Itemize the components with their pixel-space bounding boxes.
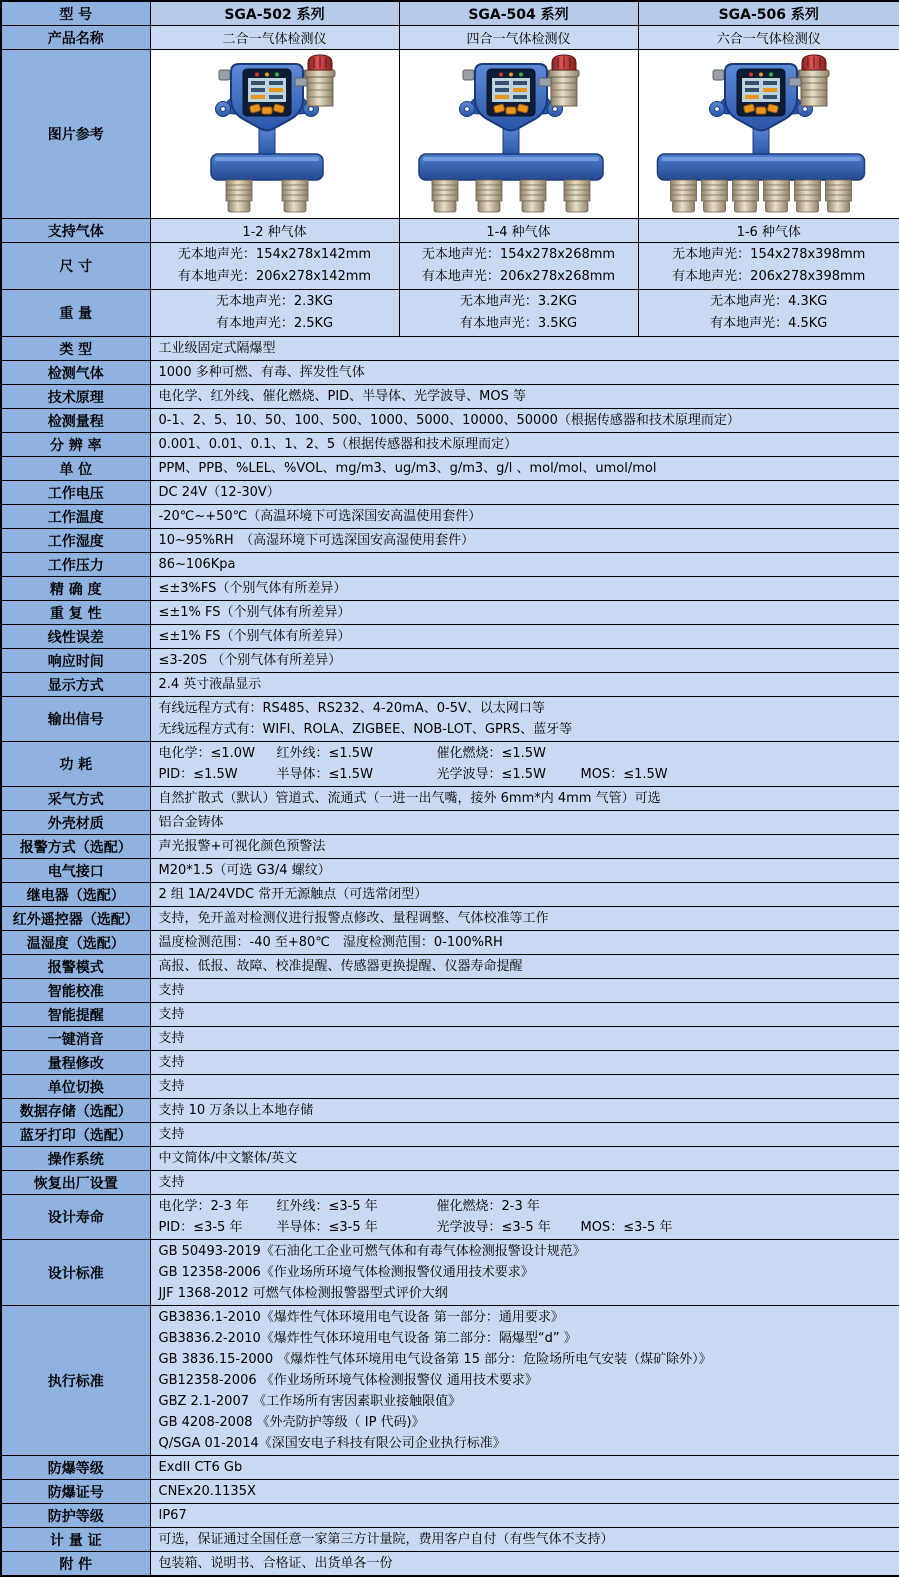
spec-line: 有本地声光：206x278x142mm [177,269,372,284]
row-spec [1,601,899,625]
product-image-cell [399,50,638,219]
spec-value [150,1528,899,1552]
spec-value [150,529,899,553]
gas-sensor-icon [432,180,458,212]
sensor-manifold [419,154,603,180]
row-spec [1,649,899,673]
spec-line: 支持 [158,1127,185,1142]
row-spec [1,505,899,529]
spec-line: 有本地声光：2.5KG [215,316,334,331]
row-label: 分 辨 率 [1,433,150,457]
spec-line: 无本地声光：154x278x142mm [177,247,372,262]
row-label: 蓝牙打印（选配） [1,1123,150,1147]
row-spec [1,979,899,1003]
spec-value [638,290,899,337]
row-spec [1,337,899,361]
spec-value [150,697,899,742]
row-label: 红外遥控器（选配） [1,907,150,931]
row-label: 继电器（选配） [1,883,150,907]
spec-line [159,764,894,785]
spec-line: 无本地声光：4.3KG [710,294,828,309]
spec-value [150,625,899,649]
gas-sensor-icon [226,180,252,212]
row-label: 电气接口 [1,859,150,883]
spec-segment: PID：≤3-5 年 [158,1220,243,1235]
spec-segment: 半导体：≤3-5 年 [276,1220,378,1235]
spec-line: 无本地声光：154x278x268mm [421,247,616,262]
spec-line: 支持 [158,1055,185,1070]
spec-segment: 光学波导：≤3-5 年 [436,1220,551,1235]
row-label: 防护等级 [1,1504,150,1528]
spec-value [150,385,899,409]
row-spec [1,883,899,907]
product-name-value: 四合一气体检测仪 [399,26,638,50]
spec-line: 支持 [158,983,185,998]
row-label: 支持气体 [1,219,150,243]
spec-line: IP67 [158,1508,187,1523]
spec-value [150,457,899,481]
row-label: 操作系统 [1,1147,150,1171]
spec-line: 支持 [158,1007,185,1022]
spec-value [150,742,899,787]
spec-line: CNEx20.1135X [158,1484,256,1499]
row-label: 采气方式 [1,787,150,811]
spec-line: GB3836.1-2010《爆炸性气体环境用电气设备 第一部分：通用要求》 [158,1310,564,1325]
spec-line: ExdII CT6 Gb [158,1460,243,1475]
row-spec [1,1051,899,1075]
row-spec [1,1171,899,1195]
spec-value [150,1003,899,1027]
spec-line: 包装箱、说明书、合格证、出货单各一份 [158,1556,393,1571]
sensor-manifold [658,154,865,180]
spec-line: 可选，保证通过全国任意一家第三方计量院，费用客户自付（有些气体不支持） [158,1532,614,1547]
row-label: 技术原理 [1,385,150,409]
spec-line: 无本地声光：154x278x398mm [672,247,866,262]
row-label: 智能校准 [1,979,150,1003]
row-label: 线性误差 [1,625,150,649]
row-spec [1,361,899,385]
row-label: 工作压力 [1,553,150,577]
spec-value [150,883,899,907]
row-label: 显示方式 [1,673,150,697]
row-dimensions [1,243,899,290]
row-spec [1,1480,899,1504]
spec-value [150,290,399,337]
row-label: 检测量程 [1,409,150,433]
spec-line [159,1196,894,1217]
row-spec [1,433,899,457]
spec-line: GB12358-2006 《作业场所环境气体检测报警仪 通用技术要求》 [158,1373,538,1388]
row-spec [1,457,899,481]
spec-line: 有线远程方式有：RS485、RS232、4-20mA、0-5V、以太网口等 [158,701,545,716]
spec-value [150,649,899,673]
spec-value [150,243,399,290]
row-spec [1,907,899,931]
spec-value [150,1195,899,1240]
spec-value [150,907,899,931]
gas-sensor-icon [671,180,697,212]
row-label: 外壳材质 [1,811,150,835]
support-gas-value: 1-6 种气体 [638,219,899,243]
spec-value [150,1171,899,1195]
spec-value [150,409,899,433]
gas-sensor-icon [733,180,759,212]
spec-value [150,1504,899,1528]
row-spec [1,577,899,601]
row-spec [1,553,899,577]
row-spec [1,859,899,883]
lcd-screen [487,69,535,116]
row-spec [1,835,899,859]
spec-value [150,787,899,811]
spec-value [150,1552,899,1577]
gas-sensor-icon [795,180,821,212]
spec-segment: 红外线：≤3-5 年 [276,1199,378,1214]
spec-value [150,1075,899,1099]
row-label: 防爆证号 [1,1480,150,1504]
series-header: SGA-502 系列 [150,1,399,26]
spec-line: -20℃~+50℃（高温环境下可选深国安高温使用套件） [158,509,482,524]
spec-line: GB 12358-2006《作业场所环境气体检测报警仪通用技术要求》 [158,1265,534,1280]
row-label: 一键消音 [1,1027,150,1051]
spec-value [150,931,899,955]
spec-line: 支持，免开盖对检测仪进行报警点修改、量程调整、气体校准等工作 [158,911,549,926]
row-label: 设计标准 [1,1240,150,1306]
row-label: 量程修改 [1,1051,150,1075]
spec-line: 铝合金铸体 [158,815,224,830]
row-label: 功 耗 [1,742,150,787]
product-image [180,54,370,214]
row-label: 产品名称 [1,26,150,50]
product-image-cell [638,50,899,219]
spec-line: 支持 10 万条以上本地存储 [158,1103,314,1118]
spec-segment: 催化燃烧：2-3 年 [436,1199,540,1214]
row-spec [1,625,899,649]
lcd-screen [243,69,291,116]
spec-value [150,577,899,601]
gas-sensor-icon [520,180,546,212]
spec-value [150,1456,899,1480]
row-spec [1,1240,899,1306]
row-label: 重 量 [1,290,150,337]
row-label: 重 复 性 [1,601,150,625]
row-label: 精 确 度 [1,577,150,601]
row-spec [1,1195,899,1240]
spec-value [150,1147,899,1171]
row-spec [1,1003,899,1027]
row-label: 数据存储（选配） [1,1099,150,1123]
spec-segment: MOS：≤3-5 年 [580,1220,673,1235]
gas-sensor-icon [702,180,728,212]
spec-value [150,361,899,385]
spec-segment: PID：≤1.5W [158,767,238,782]
spec-line: 工业级固定式隔爆型 [158,341,276,356]
row-label: 智能提醒 [1,1003,150,1027]
lcd-screen [737,69,785,116]
row-product-name [1,26,899,50]
spec-value [150,811,899,835]
row-spec [1,955,899,979]
spec-line [159,1217,894,1238]
spec-line: 支持 [158,1079,185,1094]
row-model [1,1,899,26]
spec-line: Q/SGA 01-2014《深国安电子科技有限公司企业执行标准》 [158,1436,506,1451]
spec-line: 无本地声光：3.2KG [459,294,578,309]
spec-line: 支持 [158,1175,185,1190]
spec-line: 0.001、0.01、0.1、1、2、5（根据传感器和技术原理而定） [158,437,518,452]
spec-line: M20*1.5（可选 G3/4 螺纹） [158,863,331,878]
spec-line: PPM、PPB、%LEL、%VOL、mg/m3、ug/m3、g/m3、g/l 、mol/mol、umol/mol [158,461,657,476]
spec-line: 2 组 1A/24VDC 常开无源触点（可选常闭型） [158,887,428,902]
spec-value [150,553,899,577]
spec-segment: 光学波导：≤1.5W [436,767,546,782]
series-header: SGA-504 系列 [399,1,638,26]
spec-line: GB 50493-2019《石油化工企业可燃气体和有毒气体检测报警设计规范》 [158,1244,586,1259]
row-spec [1,409,899,433]
row-label: 响应时间 [1,649,150,673]
spec-line: 中文简体/中文繁体/英文 [158,1151,298,1166]
gas-sensor-icon [282,180,308,212]
spec-line: 声光报警+可视化颜色预警法 [158,839,326,854]
spec-value [399,290,638,337]
spec-segment: 半导体：≤1.5W [276,767,373,782]
spec-line: 无本地声光：2.3KG [215,294,334,309]
series-header: SGA-506 系列 [638,1,899,26]
row-label: 单 位 [1,457,150,481]
support-gas-value: 1-4 种气体 [399,219,638,243]
spec-value [150,601,899,625]
product-image [415,54,623,214]
spec-line: 2.4 英寸液晶显示 [158,677,262,692]
row-spec [1,1552,899,1577]
row-spec [1,931,899,955]
product-name-value: 六合一气体检测仪 [638,26,899,50]
row-spec [1,1123,899,1147]
row-label: 恢复出厂设置 [1,1171,150,1195]
row-label: 报警模式 [1,955,150,979]
gas-sensor-icon [564,180,590,212]
row-label: 附 件 [1,1552,150,1577]
row-spec [1,1027,899,1051]
product-name-value: 二合一气体检测仪 [150,26,399,50]
row-label: 工作湿度 [1,529,150,553]
gas-sensor-icon [764,180,790,212]
row-spec [1,1306,899,1456]
row-label: 报警方式（选配） [1,835,150,859]
row-spec [1,1504,899,1528]
spec-value [150,673,899,697]
row-spec [1,811,899,835]
row-label: 型 号 [1,1,150,26]
spec-line: ≤3-20S （个别气体有所差异） [158,653,342,668]
row-weight [1,290,899,337]
spec-line: 有本地声光：3.5KG [459,316,578,331]
spec-line: 无线远程方式有：WIFI、ROLA、ZIGBEE、NOB-LOT、GPRS、蓝牙等 [158,722,573,737]
row-label: 图片参考 [1,50,150,219]
row-spec [1,385,899,409]
row-spec [1,787,899,811]
spec-line: 有本地声光：206x278x398mm [672,269,866,284]
row-spec [1,1147,899,1171]
row-label: 检测气体 [1,361,150,385]
spec-segment: 电化学：2-3 年 [158,1199,249,1214]
spec-value [638,243,899,290]
row-label: 防爆等级 [1,1456,150,1480]
row-spec [1,1528,899,1552]
spec-value [150,1480,899,1504]
spec-segment: 红外线：≤1.5W [276,746,373,761]
gas-sensor-icon [826,180,852,212]
spec-line: 温度检测范围：-40 至+80℃ 湿度检测范围：0-100%RH [158,935,503,950]
spec-line: 1000 多种可燃、有毒、挥发性气体 [158,365,365,380]
row-spec [1,697,899,742]
spec-line: 有本地声光：206x278x268mm [421,269,616,284]
spec-value [150,835,899,859]
product-image-cell [150,50,399,219]
spec-value [150,1027,899,1051]
sensor-manifold [211,154,323,180]
spec-value [150,1240,899,1306]
spec-line: GB3836.2-2010《爆炸性气体环境用电气设备 第二部分：隔爆型“d” 》 [158,1331,577,1346]
gas-sensor-icon [476,180,502,212]
spec-line: GBZ 2.1-2007 《工作场所有害因素职业接触限值》 [158,1394,462,1409]
row-images [1,50,899,219]
row-support-gas [1,219,899,243]
spec-value [150,481,899,505]
support-gas-value: 1-2 种气体 [150,219,399,243]
row-label: 单位切换 [1,1075,150,1099]
spec-table-body [1,1,899,1576]
spec-line: ≤±1% FS（个别气体有所差异） [158,629,351,644]
spec-value [399,243,638,290]
spec-line: ≤±1% FS（个别气体有所差异） [158,605,351,620]
spec-value [150,979,899,1003]
spec-value [150,1051,899,1075]
row-label: 输出信号 [1,697,150,742]
row-spec [1,1456,899,1480]
spec-line: 高报、低报、故障、校准提醒、传感器更换提醒、仪器寿命提醒 [158,959,523,974]
row-label: 尺 寸 [1,243,150,290]
row-spec [1,1099,899,1123]
spec-line: JJF 1368-2012 可燃气体检测报警器型式评价大纲 [158,1286,448,1301]
row-label: 工作温度 [1,505,150,529]
spec-line: 自然扩散式（默认）管道式、流通式（一进一出气嘴，接外 6mm*内 4mm 气管）可选 [158,791,661,806]
spec-value [150,1123,899,1147]
row-label: 工作电压 [1,481,150,505]
row-spec [1,742,899,787]
spec-line: GB 4208-2008 《外壳防护等级（ IP 代码)》 [158,1415,425,1430]
spec-segment: 催化燃烧：≤1.5W [436,746,546,761]
row-spec [1,673,899,697]
spec-line: DC 24V（12-30V） [158,485,280,500]
spec-line: 支持 [158,1031,185,1046]
spec-value [150,1099,899,1123]
spec-line: 10~95%RH （高湿环境下可选深国安高湿使用套件） [158,533,475,548]
row-label: 执行标准 [1,1306,150,1456]
spec-value [150,505,899,529]
spec-value [150,859,899,883]
spec-value [150,955,899,979]
spec-segment: 电化学：≤1.0W [158,746,255,761]
row-label: 温湿度（选配） [1,931,150,955]
spec-line: 电化学、红外线、催化燃烧、PID、半导体、光学波导、MOS 等 [158,389,527,404]
row-spec [1,1075,899,1099]
spec-line: 0-1、2、5、10、50、100、500、1000、5000、10000、50000（根据传感器和技术原理而定） [158,413,740,428]
spec-segment: MOS：≤1.5W [580,767,668,782]
spec-line: 86~106Kpa [158,557,236,572]
spec-line: 有本地声光：4.5KG [710,316,828,331]
row-label: 计 量 证 [1,1528,150,1552]
spec-value [150,337,899,361]
row-label: 类 型 [1,337,150,361]
row-spec [1,529,899,553]
spec-line: GB 3836.15-2000 《爆炸性气体环境用电气设备第 15 部分：危险场所电气安装（煤矿除外）》 [158,1352,712,1367]
row-spec [1,481,899,505]
product-image [653,54,884,214]
spec-value [150,1306,899,1456]
spec-line [159,743,894,764]
row-label: 设计寿命 [1,1195,150,1240]
spec-line: ≤±3%FS（个别气体有所差异） [158,581,347,596]
spec-value [150,433,899,457]
